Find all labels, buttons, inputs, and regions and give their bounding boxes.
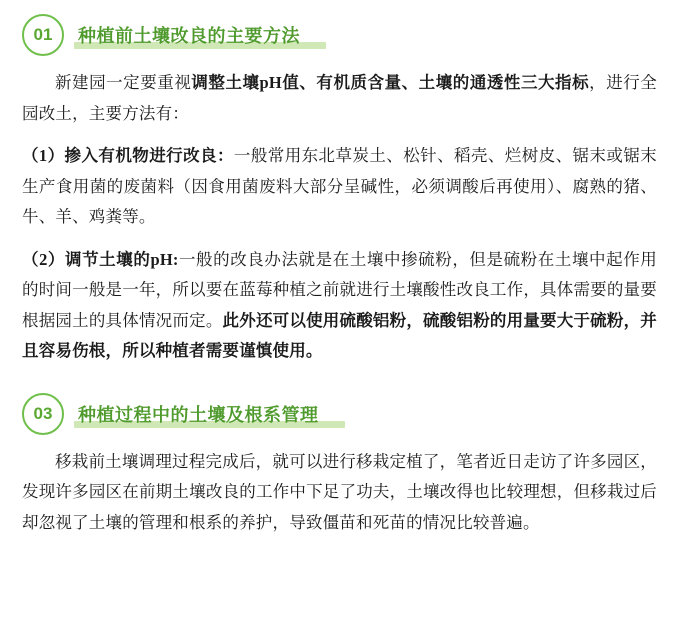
text-run: 一般常用东北草炭土、松针、稻壳、烂树皮、锯末或锯末生产食用菌的废菌料（因食用菌废料大部分呈碱性，必须调酸后再使用）、腐熟的猪、牛、羊、鸡粪等。 [22,146,657,227]
text-run-bold: 调整土壤pH值、有机质含量、土壤的通透性三大指标 [191,73,590,92]
section-number-badge: 03 [22,393,64,435]
section-spacer [22,371,657,393]
paragraph [22,245,657,367]
text-run: 新建园一定要重视 [55,73,192,92]
section-heading-01 [22,14,657,56]
text-run-bold: 此外还可以使用硫酸铝粉，硫酸铝粉的用量要大于硫粉，并且容易伤根，所以种植者需要谨慎使用。 [22,310,657,361]
text-run: 一般的改良办法就是在土壤中掺硫粉，但是硫粉在土壤中起作用的时间一般是一年，所以要在蓝莓种植之前就进行土壤酸性改良工作，具体需要的量要根据园土的具体情况而定。 [22,249,657,330]
text-run-bold: （1）掺入有机物进行改良： [22,146,234,166]
section-heading-03 [22,393,657,435]
text-run: ，进行全园改土，主要方法有： [22,73,657,123]
section-title: 种植前土壤改良的主要方法 [78,26,300,46]
paragraph [22,141,657,233]
paragraph [22,68,657,129]
paragraph [22,447,657,539]
section-number-badge: 01 [22,14,64,56]
text-run: 移栽前土壤调理过程完成后，就可以进行移栽定植了，笔者近日走访了许多园区，发现许多园区在前期土壤改良的工作中下足了功夫，土壤改得也比较理想，但移栽过后却忽视了土壤的管理和根系的养护，导致僵苗和死苗的情况比较普遍。 [22,451,657,532]
section-title-wrap [78,22,300,48]
section-title-wrap [78,401,319,427]
section-title: 种植过程中的土壤及根系管理 [78,404,319,425]
text-run-bold: （2）调节土壤的pH: [22,249,179,269]
